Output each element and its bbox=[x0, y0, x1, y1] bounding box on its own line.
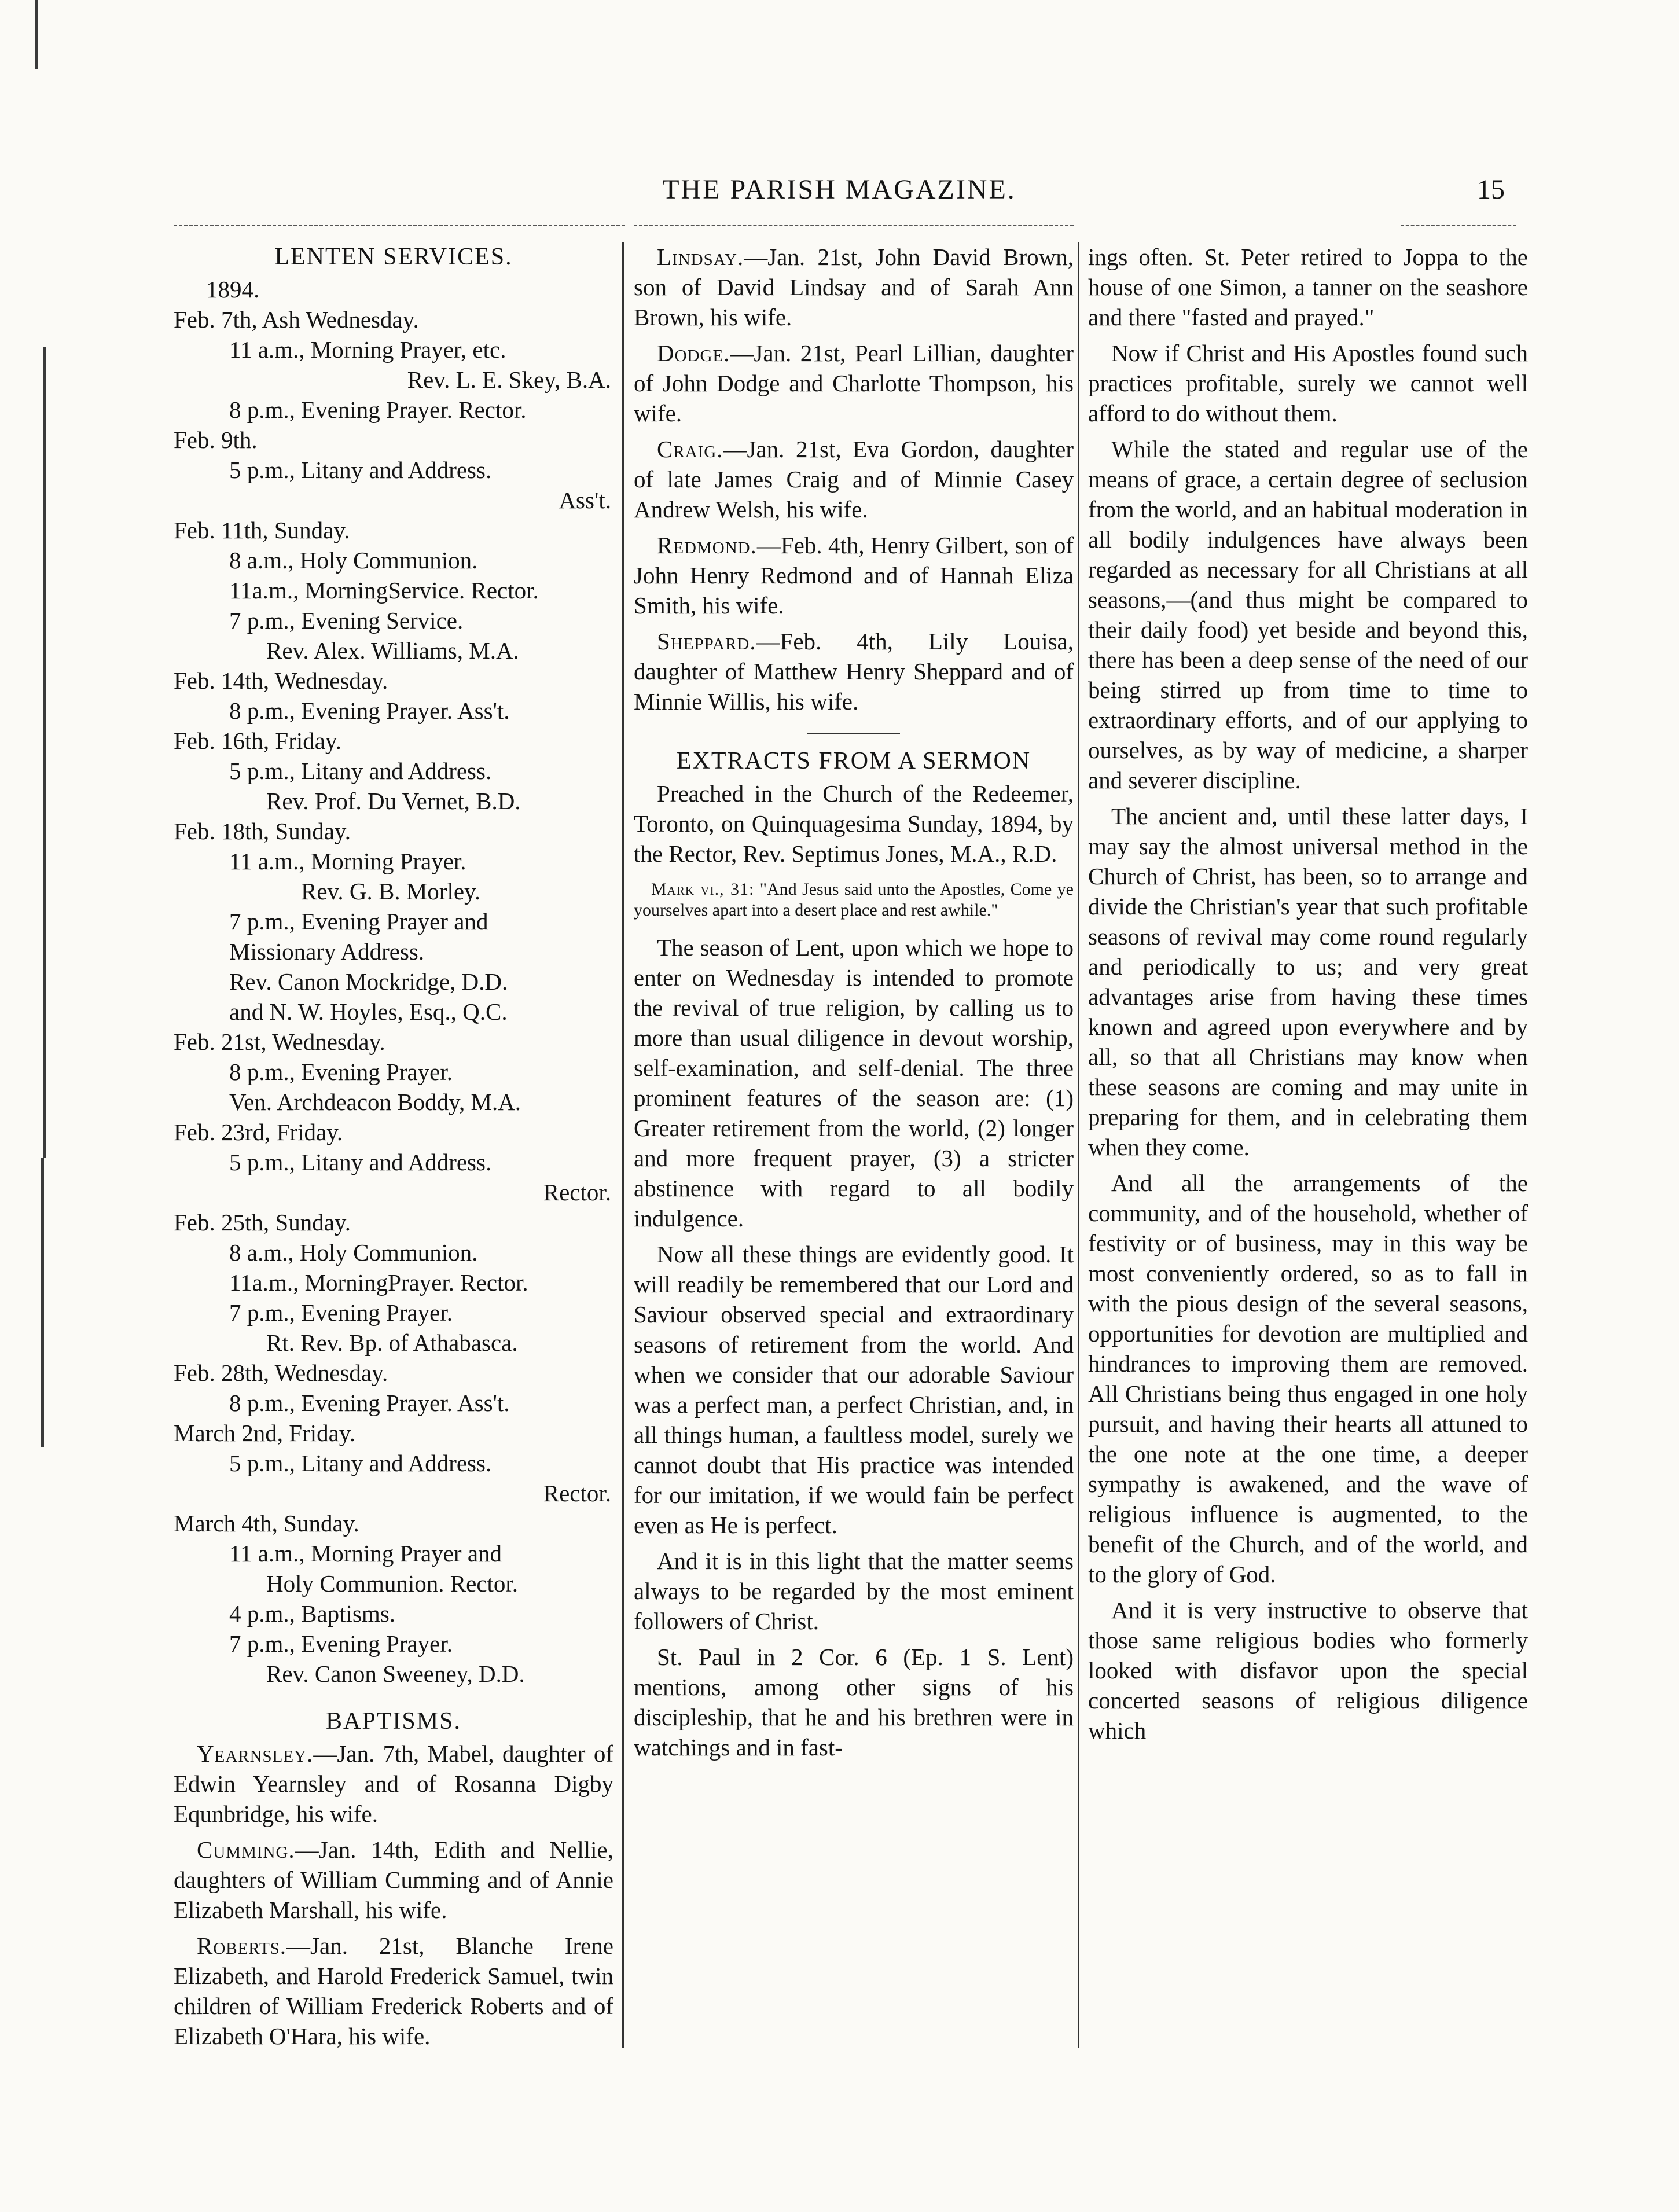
service-line: Feb. 18th, Sunday. bbox=[174, 818, 351, 844]
service-line: 7 p.m., Evening Prayer. bbox=[229, 1299, 453, 1326]
service-line: 5 p.m., Litany and Address. bbox=[229, 758, 492, 784]
sermon-text-quote: "And Jesus said unto the Apostles, Come ye yourselves apart into a desert place and rest awhile." bbox=[634, 880, 1074, 920]
baptisms-heading: BAPTISMS. bbox=[326, 1708, 461, 1735]
sermon-intro: Preached in the Church of the Redeemer, Toronto, on Quinquagesima Sunday, 1894, by the Rector, Rev. Septimus Jones, M.A., R.D. bbox=[634, 780, 1074, 867]
service-line: Rt. Rev. Bp. of Athabasca. bbox=[266, 1329, 518, 1356]
service-line: 8 p.m., Evening Prayer. Ass't. bbox=[229, 697, 510, 724]
baptism-entries-continued bbox=[634, 242, 1074, 716]
service-line: Feb. 11th, Sunday. bbox=[174, 517, 350, 543]
service-line: Feb. 16th, Friday. bbox=[174, 727, 342, 754]
service-line: Feb. 25th, Sunday. bbox=[174, 1209, 351, 1236]
service-line: 7 p.m., Evening Service. bbox=[229, 607, 464, 634]
service-line: Rev. G. B. Morley. bbox=[301, 878, 481, 905]
baptism-details: —Feb. 4th, Henry Gilbert, son of John Henry Redmond and of Hannah Eliza Smith, his wife. bbox=[634, 532, 1074, 619]
column-3 bbox=[1088, 242, 1528, 2059]
sermon-body-continued bbox=[1088, 338, 1528, 1746]
running-title: THE PARISH MAGAZINE. bbox=[662, 174, 1016, 205]
service-line: 5 p.m., Litany and Address. bbox=[229, 457, 492, 483]
sermon-paragraph: St. Paul in 2 Cor. 6 (Ep. 1 S. Lent) mentions, among other signs of his discipleship, that he and his brethren were in watchings and in fast- bbox=[634, 1644, 1074, 1761]
column-1 bbox=[174, 242, 613, 2059]
header-rule bbox=[1401, 225, 1516, 226]
service-line: Feb. 9th. bbox=[174, 427, 258, 453]
sermon-text-reference: Mark vi., 31: bbox=[651, 880, 755, 899]
page-number: 15 bbox=[1477, 174, 1505, 205]
sermon-paragraph: And all the arrangements of the community, and of the household, whether of festivity or of business, may in this way be most conveniently ordered, so as to fall in with the pious design of the several seasons, opportunities for devotion are multiplied and hindrances to improving them are removed. All Christians being thus engaged in one holy pursuit, and having their hearts all attuned to the one note at the one time, a deeper sympathy is awakened, and the wave of religious influence is augmented, to the benefit of the Church, and of the world, and to the glory of God. bbox=[1088, 1170, 1528, 1588]
baptism-surname: Cumming. bbox=[197, 1836, 295, 1863]
service-line: 5 p.m., Litany and Address. bbox=[229, 1149, 492, 1175]
sermon-paragraph: Now if Christ and His Apostles found such practices profitable, surely we cannot well afford to do without them. bbox=[1088, 340, 1528, 427]
baptism-surname: Craig. bbox=[657, 436, 723, 462]
column-divider bbox=[622, 242, 624, 2048]
service-line: 8 p.m., Evening Prayer. bbox=[229, 1059, 453, 1085]
service-line: Feb. 23rd, Friday. bbox=[174, 1119, 343, 1145]
lenten-services-list bbox=[174, 274, 613, 1689]
service-line: Feb. 14th, Wednesday. bbox=[174, 667, 388, 694]
section-rule bbox=[807, 733, 900, 734]
service-line: 11a.m., MorningService. Rector. bbox=[229, 577, 539, 604]
baptism-surname: Dodge. bbox=[657, 340, 730, 366]
service-line: 7 p.m., Evening Prayer and bbox=[229, 908, 488, 935]
baptism-details: —Jan. 14th, Edith and Nellie, daughters of William Cumming and of Annie Elizabeth Marshall, his wife. bbox=[174, 1836, 613, 1923]
sermon-paragraph: The ancient and, until these latter days, I may say the almost universal method in the Church of Christ, has been, so to arrange and divide the Christian's year that such profitable seasons of revival may come round regularly and periodically to us; and very great advantages arise from having these times known and agreed upon everywhere and by all, so that all Christians may know when these seasons are coming and may unite in preparing for them, and in celebrating them when they come. bbox=[1088, 803, 1528, 1160]
lenten-services-heading: LENTEN SERVICES. bbox=[274, 244, 513, 270]
sermon-body bbox=[634, 932, 1074, 1762]
service-line: 11 a.m., Morning Prayer. bbox=[229, 848, 466, 874]
baptism-surname: Roberts. bbox=[197, 1932, 287, 1959]
service-line: 1894. bbox=[206, 276, 260, 303]
sermon-paragraph: And it is very instructive to observe that those same religious bodies who formerly looked with disfavor upon the special concerted seasons of religious diligence which bbox=[1088, 1597, 1528, 1744]
service-line: Rector. bbox=[543, 1480, 611, 1506]
sermon-text bbox=[634, 879, 1074, 921]
service-line: 11 a.m., Morning Prayer, etc. bbox=[229, 336, 506, 363]
sermon-paragraph: And it is in this light that the matter seems always to be regarded by the most eminent followers of Christ. bbox=[634, 1548, 1074, 1634]
service-line: Rev. L. E. Skey, B.A. bbox=[407, 366, 611, 393]
service-line: Holy Communion. Rector. bbox=[266, 1570, 519, 1597]
sermon-continuation: ings often. St. Peter retired to Joppa to the house of one Simon, a tanner on the seashore and there "fasted and prayed." bbox=[1088, 244, 1528, 330]
service-line: March 2nd, Friday. bbox=[174, 1420, 355, 1446]
service-line: Feb. 21st, Wednesday. bbox=[174, 1028, 385, 1055]
sermon-paragraph: While the stated and regular use of the means of grace, a certain degree of seclusion from the world, and an habitual moderation in all bodily indulgences have always been regarded as necessary for all Christians at all seasons,—(and thus might be compared to their daily food) yet beside and beyond this, there has been a deep sense of the need of our being stirred up from time to time to extraordinary efforts, and of our applying to ourselves, as by way of medicine, a sharper and severer discipline. bbox=[1088, 436, 1528, 793]
service-line: 11 a.m., Morning Prayer and bbox=[229, 1540, 502, 1567]
service-line: 8 a.m., Holy Communion. bbox=[229, 1239, 478, 1266]
column-divider bbox=[1078, 242, 1079, 2048]
baptism-surname: Redmond. bbox=[657, 532, 757, 558]
service-line: 8 a.m., Holy Communion. bbox=[229, 547, 478, 574]
service-line: Missionary Address. bbox=[229, 938, 425, 965]
sermon-paragraph: The season of Lent, upon which we hope to enter on Wednesday is intended to promote the revival of true religion, by calling us to more than usual diligence in devout worship, self-examination, and self-denial. The three prominent features of the season are: (1) Greater retirement from the world, (2) longer and more frequent prayer, (3) a stricter abstinence with regard to all bodily indulgence. bbox=[634, 934, 1074, 1232]
header-rule bbox=[174, 225, 625, 226]
baptism-details: —Jan. 21st, Pearl Lillian, daughter of John Dodge and Charlotte Thompson, his wife. bbox=[634, 340, 1074, 427]
baptism-entry bbox=[634, 338, 1074, 428]
baptism-details: —Jan. 7th, Mabel, daughter of Edwin Yearnsley and of Rosanna Digby Equnbridge, his wife. bbox=[174, 1740, 613, 1827]
baptism-surname: Yearnsley. bbox=[197, 1740, 314, 1767]
sermon-paragraph: Now all these things are evidently good. It will readily be remembered that our Lord and Saviour observed special and extraordinary seasons of retirement from the world. And when we consider that our adorable Saviour was a perfect man, a perfect Christian, and, in all things human, a faultless model, surely we cannot doubt that His practice was intended for our imitation, if we would fain be perfect even as He is perfect. bbox=[634, 1241, 1074, 1538]
baptism-details: —Jan. 21st, Eva Gordon, daughter of late James Craig and of Minnie Casey Andrew Welsh, his wife. bbox=[634, 436, 1074, 523]
baptism-entry bbox=[634, 626, 1074, 716]
baptism-entry bbox=[634, 242, 1074, 332]
scan-edge-mark bbox=[35, 0, 38, 69]
service-line: Rev. Alex. Williams, M.A. bbox=[266, 637, 519, 664]
service-line: Ven. Archdeacon Boddy, M.A. bbox=[229, 1089, 521, 1115]
baptism-entry bbox=[634, 530, 1074, 620]
service-line: March 4th, Sunday. bbox=[174, 1510, 359, 1537]
service-line: Rector. bbox=[543, 1179, 611, 1206]
baptism-surname: Sheppard. bbox=[657, 628, 756, 655]
service-line: Ass't. bbox=[559, 487, 611, 513]
baptism-details: —Jan. 21st, Blanche Irene Elizabeth, and Harold Frederick Samuel, twin children of William Frederick Roberts and of Elizabeth O'Hara, his wife. bbox=[174, 1932, 613, 2049]
baptism-entries bbox=[174, 1739, 613, 2051]
service-line: 8 p.m., Evening Prayer. Rector. bbox=[229, 396, 527, 423]
baptism-details: —Jan. 21st, John David Brown, son of David Lindsay and of Sarah Ann Brown, his wife. bbox=[634, 244, 1074, 330]
column-2 bbox=[634, 242, 1074, 2059]
header-rule bbox=[634, 225, 1074, 226]
service-line: Feb. 28th, Wednesday. bbox=[174, 1359, 388, 1386]
baptism-entry bbox=[174, 1835, 613, 1925]
service-line: Rev. Prof. Du Vernet, B.D. bbox=[266, 788, 521, 814]
page-header bbox=[174, 174, 1505, 220]
service-line: 4 p.m., Baptisms. bbox=[229, 1600, 396, 1627]
service-line: 8 p.m., Evening Prayer. Ass't. bbox=[229, 1390, 510, 1416]
baptism-surname: Lindsay. bbox=[657, 244, 744, 270]
service-line: 5 p.m., Litany and Address. bbox=[229, 1450, 492, 1476]
service-line: 7 p.m., Evening Prayer. bbox=[229, 1630, 453, 1657]
sermon-heading: EXTRACTS FROM A SERMON bbox=[676, 748, 1031, 774]
service-line: Feb. 7th, Ash Wednesday. bbox=[174, 306, 419, 333]
baptism-entry bbox=[174, 1931, 613, 2051]
service-line: Rev. Canon Mockridge, D.D. bbox=[229, 968, 508, 995]
baptism-entry bbox=[174, 1739, 613, 1829]
service-line: Rev. Canon Sweeney, D.D. bbox=[266, 1660, 525, 1687]
scan-edge-mark bbox=[41, 1158, 44, 1447]
service-line: 11a.m., MorningPrayer. Rector. bbox=[229, 1269, 528, 1296]
baptism-entry bbox=[634, 434, 1074, 524]
scan-edge-mark bbox=[43, 347, 46, 1158]
service-line: and N. W. Hoyles, Esq., Q.C. bbox=[229, 998, 508, 1025]
baptism-details: —Feb. 4th, Lily Louisa, daughter of Matthew Henry Sheppard and of Minnie Willis, his wife. bbox=[634, 628, 1074, 715]
